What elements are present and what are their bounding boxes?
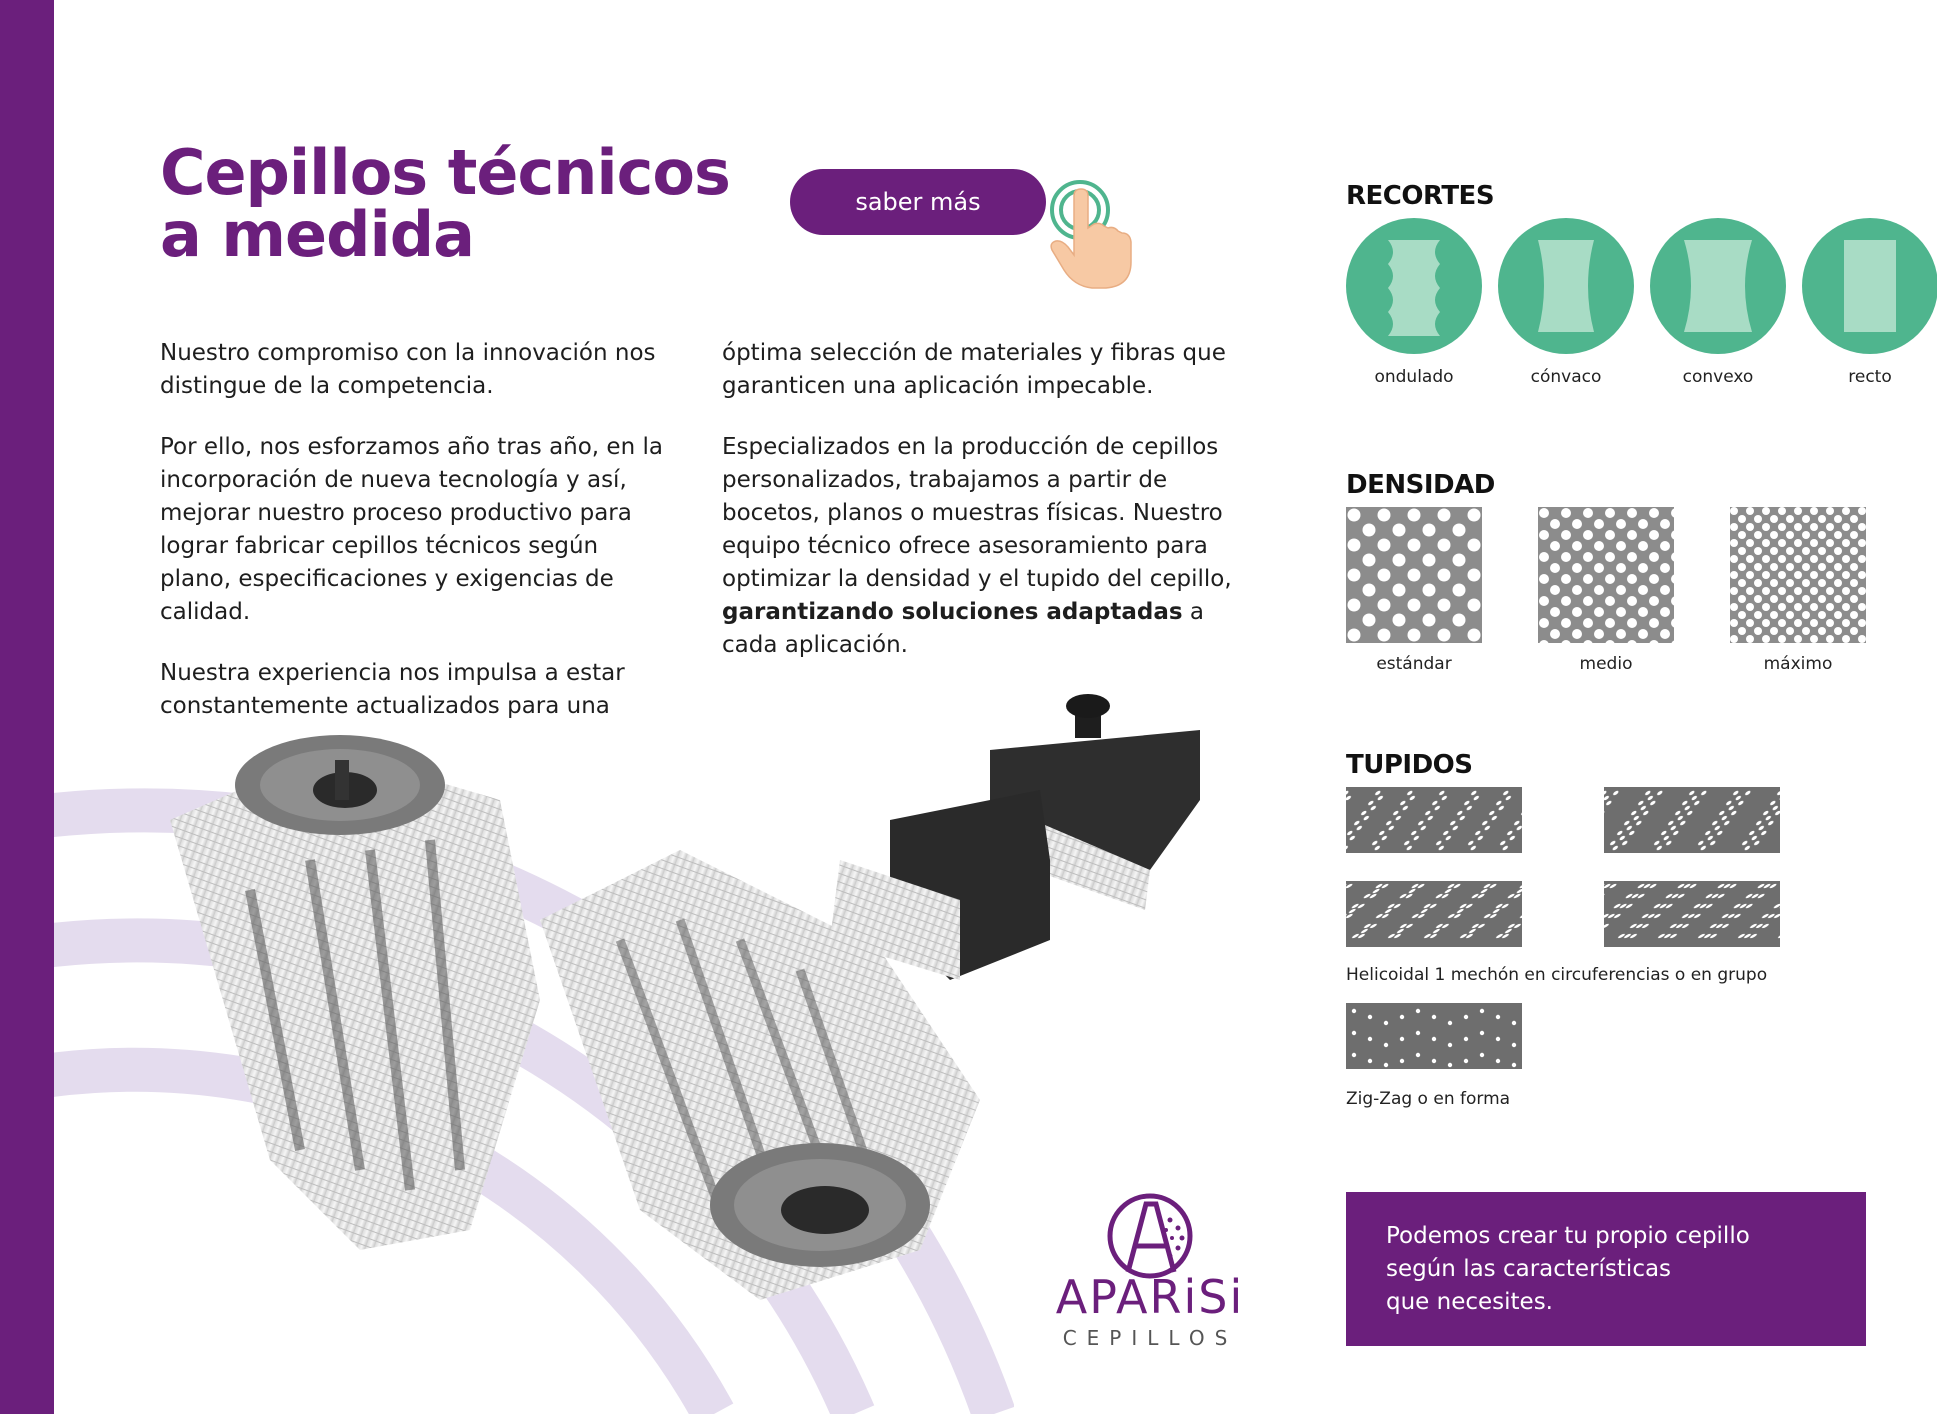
tupido-helicoidal-pattern	[1346, 787, 1522, 853]
saber-mas-button[interactable]: saber más	[790, 169, 1046, 235]
tupidos-heading: TUPIDOS	[1346, 750, 1473, 780]
promo-line: Podemos crear tu propio cepillo	[1386, 1223, 1750, 1249]
page-title	[160, 136, 760, 271]
paragraph: Nuestra experiencia nos impulsa a estar constantemente actualizados para una	[160, 660, 625, 719]
tupido-grupo-pattern	[1604, 881, 1780, 947]
paragraph-text: Especializados en la producción de cepillos personalizados, trabajamos a partir de bocetos, planos o muestras físicas. Nuestro equipo técnico ofrece asesoramiento para optimizar la densidad y el tupido del cepillo,	[722, 434, 1232, 592]
tupido-helicoidal-pattern	[1604, 787, 1780, 853]
densidad-label: medio	[1579, 654, 1633, 674]
densidad-label: máximo	[1763, 654, 1833, 674]
recorte-label: recto	[1848, 367, 1892, 387]
recorte-label: ondulado	[1374, 367, 1454, 387]
title-line-1: Cepillos técnicos	[160, 136, 730, 209]
paragraph-bold: garantizando soluciones adaptadas	[722, 599, 1183, 625]
brush-cylinder-left	[170, 735, 540, 1250]
recorte-concavo-icon	[1498, 218, 1634, 354]
tupido-zigzag-pattern	[1346, 1003, 1522, 1069]
paragraph	[722, 431, 1252, 662]
body-column-right	[722, 337, 1282, 690]
promo-box	[1346, 1192, 1866, 1346]
recorte-ondulado-icon	[1346, 218, 1482, 354]
promo-line: que necesites.	[1386, 1289, 1553, 1315]
tupido-grupo-pattern	[1346, 881, 1522, 947]
densidad-heading: DENSIDAD	[1346, 470, 1495, 500]
aparisi-logo-subtitle: CEPILLOS	[1062, 1326, 1238, 1350]
densidad-medio-pattern	[1538, 507, 1674, 643]
strip-brush	[830, 694, 1200, 980]
recorte-label: cónvaco	[1530, 367, 1602, 387]
paragraph-text: a cada aplicación.	[722, 599, 1204, 658]
aparisi-logo-icon	[1050, 1190, 1250, 1280]
paragraph: óptima selección de materiales y fibras que garanticen una aplicación impecable.	[722, 340, 1226, 399]
recorte-recto-icon	[1802, 218, 1937, 354]
paragraph: Nuestro compromiso con la innovación nos distingue de la competencia.	[160, 340, 656, 399]
recorte-label: convexo	[1682, 367, 1754, 387]
densidad-maximo-pattern	[1730, 507, 1866, 643]
pointing-hand-icon	[1040, 170, 1140, 295]
recortes-heading: RECORTES	[1346, 181, 1495, 211]
densidad-estandar-pattern	[1346, 507, 1482, 643]
tupido-helicoidal-caption: Helicoidal 1 mechón en circuferencias o en grupo	[1346, 965, 1768, 985]
body-column-left	[160, 337, 720, 751]
left-brand-bar	[0, 0, 54, 1414]
recorte-convexo-icon	[1650, 218, 1786, 354]
paragraph: Por ello, nos esforzamos año tras año, en la incorporación de nueva tecnología y así, mejorar nuestro proceso productivo para lograr fabricar cepillos técnicos según plano, especificaciones y exigencias de calidad.	[160, 434, 663, 625]
aparisi-logo-wordmark: APARiSi	[1055, 1270, 1245, 1324]
promo-line: según las características	[1386, 1256, 1672, 1282]
title-line-2: a medida	[160, 198, 474, 271]
tupido-zigzag-caption: Zig-Zag o en forma	[1346, 1089, 1511, 1109]
densidad-label: estándar	[1376, 654, 1452, 674]
